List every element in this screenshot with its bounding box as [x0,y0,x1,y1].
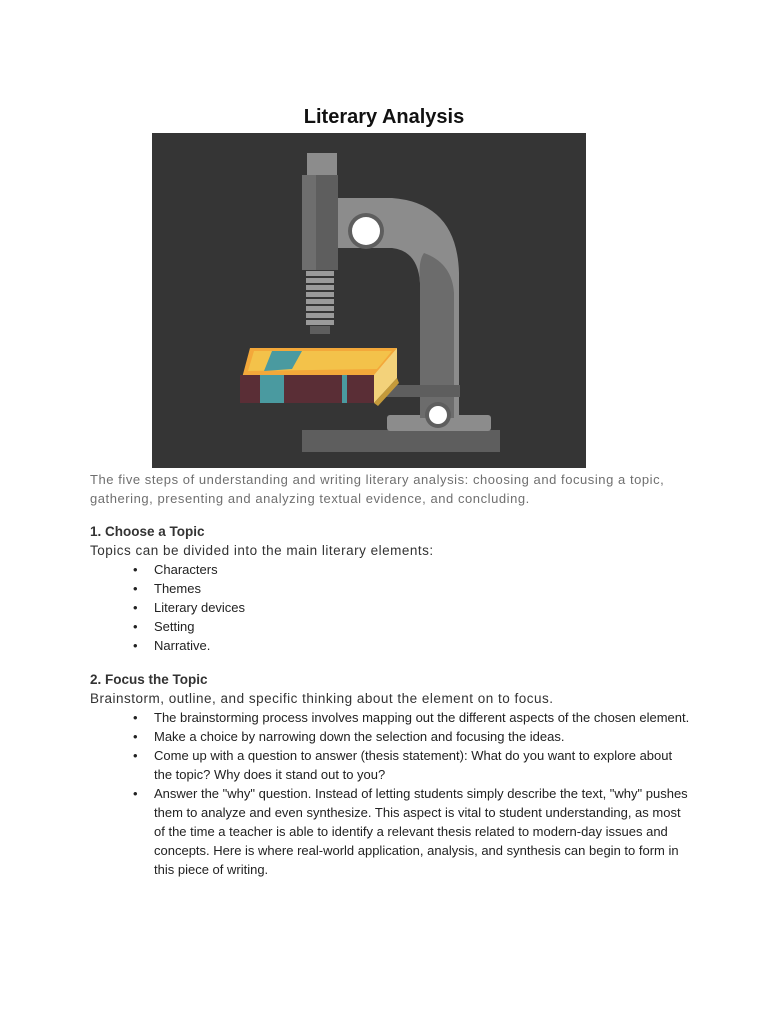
microscope-eyepiece [307,153,337,175]
list-item-text: Answer the "why" question. Instead of letting students simply describe the text, "why" pushes them to analyze and even synthesize. This aspect is vital to student understanding, as most of the time a teacher is able to identify a relevant thesis related to modern-day issues and concepts. Here is where real-world application, analysis, and synthesis can begin to form in this piece of writing. [154,786,688,877]
list-item-text: Come up with a question to answer (thesis statement): What do you want to explore about the topic? Why does it stand out to you? [154,748,673,782]
microscope-objective [310,326,330,334]
bullet-icon: • [133,748,138,763]
bullet-list [90,560,690,655]
list-item-text: Narrative. [154,638,211,653]
microscope-base [302,430,500,452]
section-intro: Brainstorm, outline, and specific thinking about the element on to focus. [90,691,554,706]
bullet-icon: • [133,600,138,615]
bullet-list [90,708,690,879]
section-intro: Topics can be divided into the main literary elements: [90,543,434,558]
bullet-icon: • [133,581,138,596]
list-item [90,579,690,598]
bullet-icon: • [133,786,138,801]
bullet-icon: • [133,562,138,577]
microscope-coil [306,271,334,325]
list-item [90,598,690,617]
list-item-text: Characters [154,562,218,577]
microscope-book-illustration [152,133,586,468]
list-item-text: Make a choice by narrowing down the selection and focusing the ideas. [154,729,565,744]
bullet-icon: • [133,619,138,634]
bullet-icon: • [133,729,138,744]
page-title: Literary Analysis [303,106,465,128]
section-choose-topic [90,522,690,655]
section-heading: 2. Focus the Topic [90,672,208,687]
bullet-icon: • [133,638,138,653]
list-item [90,746,690,784]
section-heading: 1. Choose a Topic [90,524,205,539]
book [240,348,399,406]
list-item [90,636,690,655]
bullet-icon: • [133,710,138,725]
list-item [90,560,690,579]
list-item [90,617,690,636]
list-item-text: The brainstorming process involves mapping out the different aspects of the chosen element. [154,710,690,725]
list-item [90,784,690,879]
list-item-text: Themes [154,581,201,596]
list-item-text: Literary devices [154,600,246,615]
list-item-text: Setting [154,619,195,634]
section-focus-topic [90,670,690,879]
list-item [90,727,690,746]
list-item [90,708,690,727]
image-caption: The five steps of understanding and writing literary analysis: choosing and focusing a topic, gathering, presenting and analyzing textual evidence, and concluding. [90,472,665,506]
